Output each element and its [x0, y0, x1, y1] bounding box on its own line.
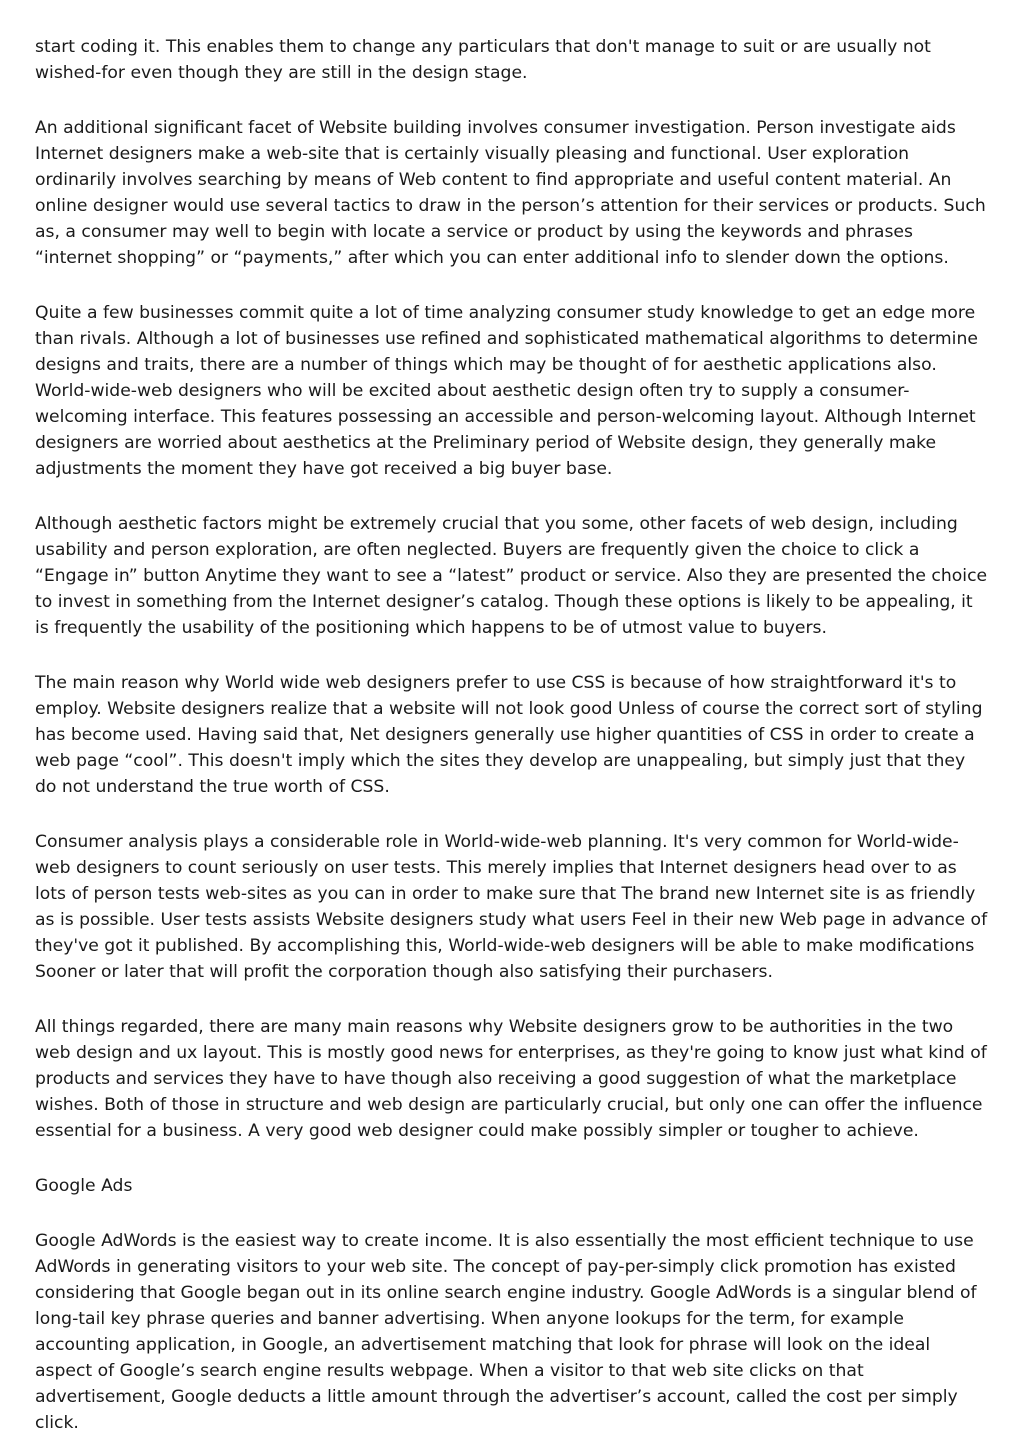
- paragraph-aesthetic-factors: Although aesthetic factors might be extremely crucial that you some, other facets of web design, including usability and person exploration, are often neglected. Buyers are frequently given the choice to click a “Engage in” button Anytime they want to see a “latest” product or service. Also they are presented the choice to invest in something from the Internet designer’s catalog. Though these options is likely to be appealing, it is frequently the usability of the positioning which happens to be of utmost value to buyers.: [35, 514, 988, 638]
- paragraph-consumer-investigation: An additional significant facet of Website building involves consumer investigation. Person investigate aids Internet designers make a web-site that is certainly visually pleasing and functional. User exploration ordinarily involves searching by means of Web content to find appropriate and useful content material. An online designer would use several tactics to draw in the person’s attention for their services or products. Such as, a consumer may well to begin with locate a service or product by using the keywords and phrases “internet shopping” or “payments,” after which you can enter additional info to slender down the options.: [35, 118, 986, 268]
- paragraph-design-stage: start coding it. This enables them to change any particulars that don't manage to suit or are usually not wished-for even though they are still in the design stage.: [35, 37, 931, 83]
- paragraph-consumer-analysis: Consumer analysis plays a considerable role in World-wide-web planning. It's very common for World-wide-web designers to count seriously on user tests. This merely implies that Internet designers head over to as lots of person tests web-sites as you can in order to make sure that The brand new Internet site is as friendly as is possible. User tests assists Website designers study what users Feel in their new Web page in advance of they've got it published. By accomplishing this, World-wide-web designers will be able to make modifications Sooner or later that will profit the corporation though also satisfying their purchasers.: [35, 832, 988, 982]
- paragraph-google-adwords: Google AdWords is the easiest way to create income. It is also essentially the most efficient technique to use AdWords in generating visitors to your web site. The concept of pay-per-simply click promotion has existed considering that Google began out in its online search engine industry. Google AdWords is a singular blend of long-tail key phrase queries and banner advertising. When anyone lookups for the term, for example accounting application, in Google, an advertisement matching that look for phrase will look on the ideal aspect of Google’s search engine results webpage. When a visitor to that web site clicks on that advertisement, Google deducts a little amount through the advertiser’s account, called the cost per simply click.: [35, 1231, 977, 1433]
- paragraph-css: The main reason why World wide web designers prefer to use CSS is because of how straightforward it's to employ. Website designers realize that a website will not look good Unless of course the correct sort of styling has become used. Having said that, Net designers generally use higher quantities of CSS in order to create a web page “cool”. This doesn't imply which the sites they develop are unappealing, but simply just that they do not understand the true worth of CSS.: [35, 673, 983, 797]
- paragraph-consumer-study: Quite a few businesses commit quite a lot of time analyzing consumer study knowledge to get an edge more than rivals. Although a lot of businesses use refined and sophisticated mathematical algorithms to determine designs and traits, there are a number of things which may be thought of for aesthetic applications also. World-wide-web designers who will be excited about aesthetic design often try to supply a consumer-welcoming interface. This features possessing an accessible and person-welcoming layout. Although Internet designers are worried about aesthetics at the Preliminary period of Website design, they generally make adjustments the moment they have got received a big buyer base.: [35, 303, 978, 479]
- paragraph-google-ads-heading: Google Ads: [35, 1176, 133, 1196]
- paragraph-all-things-regarded: All things regarded, there are many main reasons why Website designers grow to be authorities in the two web design and ux layout. This is mostly good news for enterprises, as they're going to know just what kind of products and services they have to have though also receiving a good suggestion of what the marketplace wishes. Both of those in structure and web design are particularly crucial, but only one can offer the influence essential for a business. A very good web designer could make possibly simpler or tougher to achieve.: [35, 1017, 987, 1141]
